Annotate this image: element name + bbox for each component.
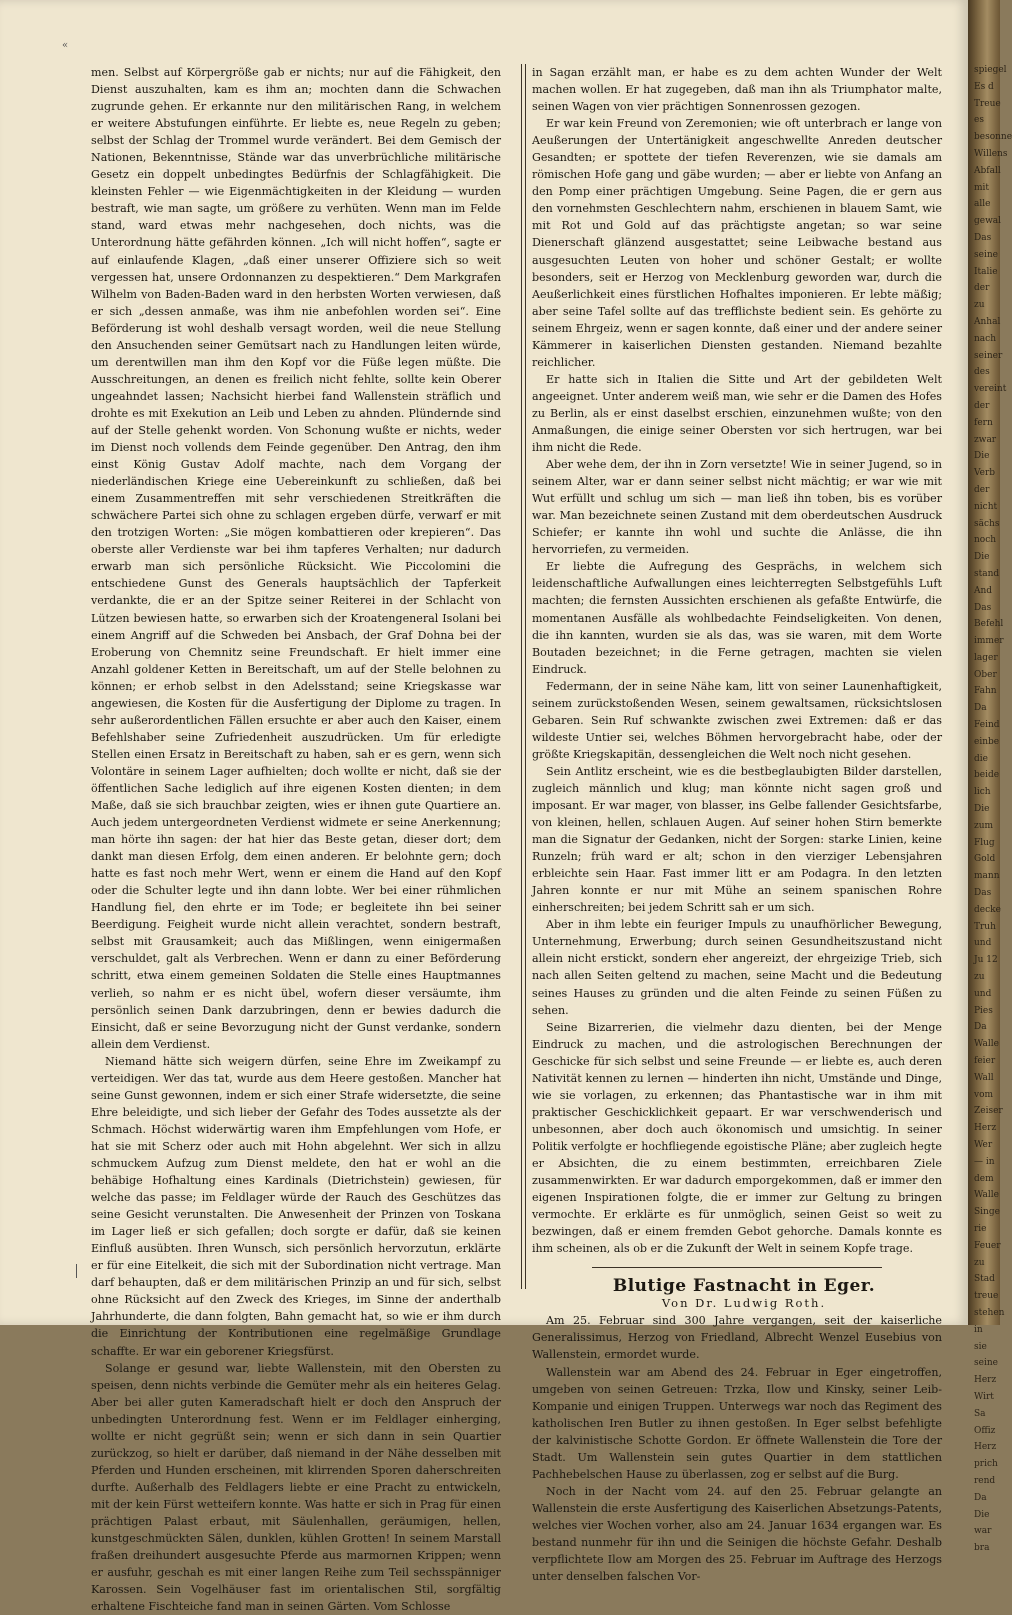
column-divider (521, 64, 522, 1289)
margin-mark (76, 1264, 77, 1278)
paragraph: Er hatte sich in Italien die Sitte und Art der gebildeten Welt angeeignet. Unter anderem weiß man, wie sehr er die Damen des Hofes zu Berlin, als er einst daselbst erschien, einzunehmen wußte; von den Anmaßungen, die einige seiner Obersten vor sich hertrugen, war bei ihm nicht die Rede. (532, 372, 942, 455)
paragraph: Aber in ihm lebte ein feuriger Impuls zu unaufhörlicher Bewegung, Unternehmung, Erwerbung; durch seinen Gesundheitszustand nicht allein nicht erstickt, sondern eher angereizt, der ehrgeizige Trieb, sich nach allen Seiten geltend zu machen, seine Macht und die Bedeutung seines Hauses zu gründen und die alten Feinde zu seinen Füßen zu sehen. (532, 918, 942, 1017)
paragraph: Sein Antlitz erscheint, wie es die bestbeglaubigten Bilder darstellen, zugleich männlich und klug; man könnte nicht sagen groß und imposant. Er war mager, von blasser, ins Gelbe fallender Gesichtsfarbe, von kleinen, hellen, schlauen Augen. Auf seiner hohen Stirn bemerkte man die Signatur der Gedanken, nicht der Sorgen: starke Linien, keine Runzeln; früh ward er alt; schon in den vierziger Lebensjahren erbleichte sein Haar. Fast immer litt er am Podagra. In den letzten Jahren konnte er nur mit Mühe an seinem spanischen Rohre einherschreiten; bei jedem Schritt sah er um sich. (532, 764, 942, 915)
paragraph: Aber wehe dem, der ihn in Zorn versetzte! Wie in seiner Jugend, so in seinem Alter, war er dann seiner selbst nicht mächtig; er war wie mit Wut erfüllt und schlug um sich — man ließ ihn toben, bis es vorüber war. Man bezeichnete seinen Zustand mit dem oberdeutschen Ausdruck Schiefer; er kannte ihn wohl und suchte die Anlässe, die ihn hervorriefen, zu vermeiden. (532, 458, 942, 557)
left-column (91, 64, 501, 1614)
paragraph: Seine Bizarrerien, die vielmehr dazu dienten, bei der Menge Eindruck zu machen, und die astrologischen Berechnungen der Geschicke für sich selbst und seine Freunde — er liebte es, auch deren Nativität kennen zu lernen — hinderten ihn nicht, Umstände und Dinge, wie sie vorlagen, zu erkennen; das Phantastische war in ihm mit praktischer Geschicklichkeit gepaart. Er war verschwenderisch und unbesonnen, aber doch auch ökonomisch und umsichtig. In seiner Politik verfolgte er hochfliegende egoistische Pläne; aber zugleich hegte er Absichten, die zu einem bestimmten, erreichbaren Ziele zusammenwirkten. Er war dadurch emporgekommen, daß er immer den eigenen Inspirationen folgte, die er immer zur Geltung zu bringen vermochte. Er erklärte es für unmöglich, seinen Geist so weit zu bezwingen, daß er einem fremden Gebot gehorche. Damals konnte es ihm scheinen, als ob er die Zukunft der Welt in seinem Kopfe trage. (532, 1020, 942, 1256)
paragraph: men. Selbst auf Körpergröße gab er nichts; nur auf die Fähigkeit, den Dienst auszuhalten, kam es ihm an; mochten dann die Schwachen zugrunde gehen. Er erkannte nur den militärischen Rang, in welchem er weitere Abstufungen einführte. Er liebte es, neue Regeln zu geben; selbst der Schlag der Trommel wurde verändert. Bei dem Gemisch der Nationen, Bekenntnisse, Stände war das unverbrüchliche militärische Gesetz ein doppelt unbedingtes Bedürfnis der Schlagfähigkeit. Die kleinsten Fehler — wie Eigenmächtigkeiten in der Kleidung — wurden bestraft, wie man sagte, um größere zu verhüten. Wenn man im Felde stand, ward etwas mehr nachgesehen, doch nichts, was die Unterordnung hätte gefährden können. „Ich will nicht hoffen“, sagte er auf einlaufende Klagen, „daß einer unserer Offiziere sich so weit vergessen hat, unsere Ordonnanzen zu despektieren.“ Dem Markgrafen Wilhelm von Baden-Baden ward in den herbsten Worten verwiesen, daß er sich „dessen anmaße, was ihm nie anbefohlen worden sei“. Eine Beförderung ist wohl deshalb versagt worden, weil die neue Stellung den Ansuchenden seiner Gemütsart nach zu Handlungen leiten würde, um derentwillen man ihm den Kopf vor die Füße legen müßte. Die Ausschreitungen, an denen es freilich nicht fehlte, sollte kein Oberer ungeahndet lassen; Nachsicht hierbei fand Wallenstein sträflich und drohte es mit Exekution an Leib und Leben zu ahnden. Plündernde sind auf der Stelle gehenkt worden. Von Schonung wußte er nichts, weder im Dienst noch vollends dem Feinde gegenüber. Den Antrag, den ihm einst König Gustav Adolf machte, nach dem Vorgang der niederländischen Kriege eine Uebereinkunft zu schließen, daß bei einem Zusammentreffen mit sehr verschiedenen Streitkräften die schwächere Partei sich ohne zu schlagen ergeben dürfe, verwarf er mit den trotzigen Worten: „Sie mögen kombattieren oder krepieren“. Das oberste aller Verdienste war bei ihm tapferes Verhalten; nur dadurch erwarb man sich persönliche Rücksicht. Wie Piccolomini die entschiedene Gunst des Generals hauptsächlich der Tapferkeit verdankte, die er an der Spitze seiner Reiterei in der Schlacht von Lützen bewiesen hatte, so erwarben sich der Kroatengeneral Isolani bei einem Angriff auf die Schweden bei Ansbach, der Graf Dohna bei der Eroberung von Chemnitz seine Freundschaft. Er hielt immer eine Anzahl goldener Ketten in Bereitschaft, um auf der Stelle belohnen zu können; er erhob selbst in den Adelsstand; seine Kriegskasse war angewiesen, die Kosten für die Ausfertigung der Diplome zu tragen. In sehr außerordentlichen Fällen ersuchte er aber auch den Kaiser, einem Befehlshaber seine Zufriedenheit auszudrücken. Um für erledigte Stellen einen Ersatz in Bereitschaft zu haben, sah er es gern, wenn sich Volontäre in seinem Lager aufhielten; doch wollte er nicht, daß sie der öffentlichen Sache lediglich auf ihre eigenen Kosten dienten; in dem Maße, daß sie sich brauchbar zeigten, wies er ihnen gute Quartiere an. Auch jedem untergeordneten Verdienst widmete er seine Anerkennung; man hörte ihn sagen: der hat hier das Beste getan, dieser dort; dem dankt man diesen Erfolg, dem einen anderen. Er belohnte gern; doch hatte es fast noch mehr Wert, wenn er einem die Hand auf den Kopf oder die Schulter legte und ihn dann lobte. Wer bei einer rühmlichen Handlung fiel, den ehrte er im Tode; er begleitete ihn bei seiner Beerdigung. Feigheit wurde nicht allein verachtet, sondern bestraft, selbst mit Grausamkeit; auch das Mißlingen, wenn einigermaßen verschuldet, galt als Verbrechen. Wenn er dann zu einer Beförderung schritt, etwa einem gemeinen Soldaten die Stelle eines Hauptmannes verlieh, so nahm er es nicht übel, wofern dieser versäumte, ihm persönlich seinen Dank darzubringen, denn er bewies dadurch die Einsicht, daß er seine Bevorzugung nicht der Gunst verdanke, sondern allein dem Verdienst. (91, 66, 501, 1051)
article-byline: Von Dr. Ludwig Roth. (661, 1296, 827, 1311)
paragraph: Federmann, der in seine Nähe kam, litt von seiner Launenhaftigkeit, seinem zurückstoßenden Wesen, seinem gewaltsamen, rücksichtslosen Gebaren. Sein Ruf schwankte zwischen zwei Extremen: daß er das wildeste Untier sei, welches Böhmen hervorgebracht habe, oder der größte Kriegskapitän, dessengleichen die Welt noch nicht gesehen. (532, 679, 942, 761)
column-divider (525, 64, 526, 1289)
paragraph: in Sagan erzählt man, er habe es zu dem achten Wunder der Welt machen wollen. Er hat zugegeben, daß man ihn als Triumphator malte, seinen Wagen von vier prächtigen Sonnenrossen gezogen. (532, 66, 942, 114)
paragraph: Am 25. Februar sind 300 Jahre vergangen, seit der kaiserliche Generalissimus, Herzog von Friedland, Albrecht Wenzel Eusebius von Wallenstein, ermordet wurde. (532, 1314, 942, 1362)
paragraph: Solange er gesund war, liebte Wallenstein, mit den Obersten zu speisen, denn nichts verbinde die Gemüter mehr als ein heiteres Gelag. Aber bei aller guten Kameradschaft hielt er doch den Anspruch der unbedingten Unterordnung fest. Wenn er im Feldlager einherging, wollte er nicht gegrüßt sein; wenn er sich dann in sein Quartier zurückzog, so hielt er darüber, daß niemand in der Nähe desselben mit Pferden und Hunden erscheinen, mit klirrenden Sporen daherschreiten durfte. Außerhalb des Feldlagers liebte er eine Pracht zu entwickeln, mit der kein Fürst wetteifern konnte. Was hatte er sich in Prag für einen prächtigen Palast erbaut, mit Säulenhallen, geräumigen, hellen, kunstgeschmückten Sälen, dunklen, kühlen Grotten! In seinem Marstall fraßen dreihundert ausgesuchte Pferde aus marmornen Krippen; wenn er ausfuhr, geschah es mit einer langen Reihe zum Teil sechsspänniger Karossen. Sein Vogelhäuser fast im orientalischen Stil, sorgfältig erhaltene Fischteiche fand man in seinen Gärten. Vom Schlosse (91, 1361, 501, 1614)
right-column (532, 64, 942, 1584)
page-mark: « (62, 40, 69, 51)
article-headline: Blutige Fastnacht in Eger. (612, 1276, 876, 1297)
paragraph: Niemand hätte sich weigern dürfen, seine Ehre im Zweikampf zu verteidigen. Wer das tat, wurde aus dem Heere gestoßen. Mancher hat seine Gunst gewonnen, indem er sich einer Strafe widersetzte, die seine Ehre beleidigte, und sich lieber der Gefahr des Todes aussetzte als der Schmach. Höchst widerwärtig waren ihm Empfehlungen vom Hofe, er hat sie mit Scherz oder auch mit Hohn abgelehnt. Wer sich in allzu schmuckem Aufzug zum Dienst meldete, den hat er wohl an die behäbige Hofhaltung eines Kardinals (Dietrichstein) gewiesen, für welche das passe; im Feldlager würde der Rauch des Geschützes das seine Gesicht verunstalten. Die Anwesenheit der Prinzen von Toskana im Lager ließ er sich gefallen; doch sorgte er dafür, daß sie keinen Einfluß ausübten. Ihren Wunsch, sich persönlich hervorzutun, erklärte er für eine Eitelkeit, die sich mit der Subordination nicht vertrage. Man darf behaupten, daß er dem militärischen Prinzip an und für sich, selbst ohne Rücksicht auf den Zweck des Krieges, im Sinne der anderthalb Jahrhunderte, die dann folgten, Bahn gemacht hat, so wie er ihm durch die Einrichtung der Kontributionen eine regelmäßige Grundlage schaffte. Er war ein geborener Kriegsfürst. (91, 1054, 501, 1358)
paragraph: Er liebte die Aufregung des Gesprächs, in welchem sich leidenschaftliche Aufwallungen eines leichterregten Selbstgefühls Luft machten; die fernsten Aussichten erschienen als gefaßte Entwürfe, die momentanen Ausfälle als wohlbedachte Feindseligkeiten. Von denen, die ihn kannten, wurden sie als das, was sie waren, mit dem Worte Boutaden bezeichnet; in die Ferne getragen, machten sie vielen Eindruck. (532, 560, 942, 676)
next-page-edge-text: spiegel Es d Treue es besonne Willens Abfall mit alle gewal Das seine Italie der zu Anhal nach seiner des vereint der fern zwar Die Verb der nicht sächs noch Die stand And Das Befehl immer lager Ober Fahn Da Feind einbe die beide lich Die zum Flug Gold mann Das decke Truh und Ju 12 zu und Pies Da Walle feier Wall vom Zeiser Herz Wer — in dem Walle Singe rie Feuer zu Stad treue stehen in sie seine Herz Wirt Sa Offiz Herz prich rend Da Die war bra (974, 65, 1012, 1554)
section-divider (592, 1267, 882, 1268)
paragraph: Er war kein Freund von Zeremonien; wie oft unterbrach er lange von Aeußerungen der Untertänigkeit angeschwellte Anreden deutscher Gesandten; er spottete der tiefen Reverenzen, wie sie damals am römischen Hofe gang und gäbe wurden; — aber er liebte von Anfang an den Pomp einer prächtigen Umgebung. Seine Pagen, die er gern aus den vornehmsten Geschlechtern nahm, erschienen in blauem Samt, wie mit Rot und Gold auf das prächtigste angetan; so war seine Dienerschaft glänzend ausgestattet; seine Leibwache bestand aus ausgesuchten Leuten von hoher und schöner Gestalt; er wollte besonders, seit er Herzog von Mecklenburg geworden war, durch die Aeußerlichkeit eines fürstlichen Hofhaltes imponieren. Er lebte mäßig; aber seine Tafel sollte auf das trefflichste bedient sein. Es gehörte zu seinem Ehrgeiz, wenn er sagen konnte, daß einer und der andere seiner Kämmerer in kaiserlichen Diensten gestanden. Niemand bezahlte reichlicher. (532, 117, 942, 369)
paragraph: Noch in der Nacht vom 24. auf den 25. Februar gelangte an Wallenstein die erste Ausfertigung des Kaiserlichen Absetzungs-Patents, welches vier Wochen vorher, also am 24. Januar 1634 ergangen war. Es bestand nunmehr für ihn und die Seinigen die höchste Gefahr. Deshalb verpflichtete Ilow am Morgen des 25. Februar im Auftrage des Herzogs unter denselben falschen Vor- (532, 1484, 942, 1584)
paragraph: Wallenstein war am Abend des 24. Februar in Eger eingetroffen, umgeben von seinen Getreuen: Trzka, Ilow und Kinsky, seiner Leib-Kompanie und einigen Truppen. Unterwegs war noch das Regiment des katholischen Iren Butler zu ihnen gestoßen. In Eger selbst befehligte der kalvinistische Schotte Gordon. Er öffnete Wallenstein die Tore der Stadt. Um Wallenstein sein gutes Quartier in dem stattlichen Pachhebelschen Hause zu überlassen, zog er selbst auf die Burg. (532, 1365, 942, 1481)
